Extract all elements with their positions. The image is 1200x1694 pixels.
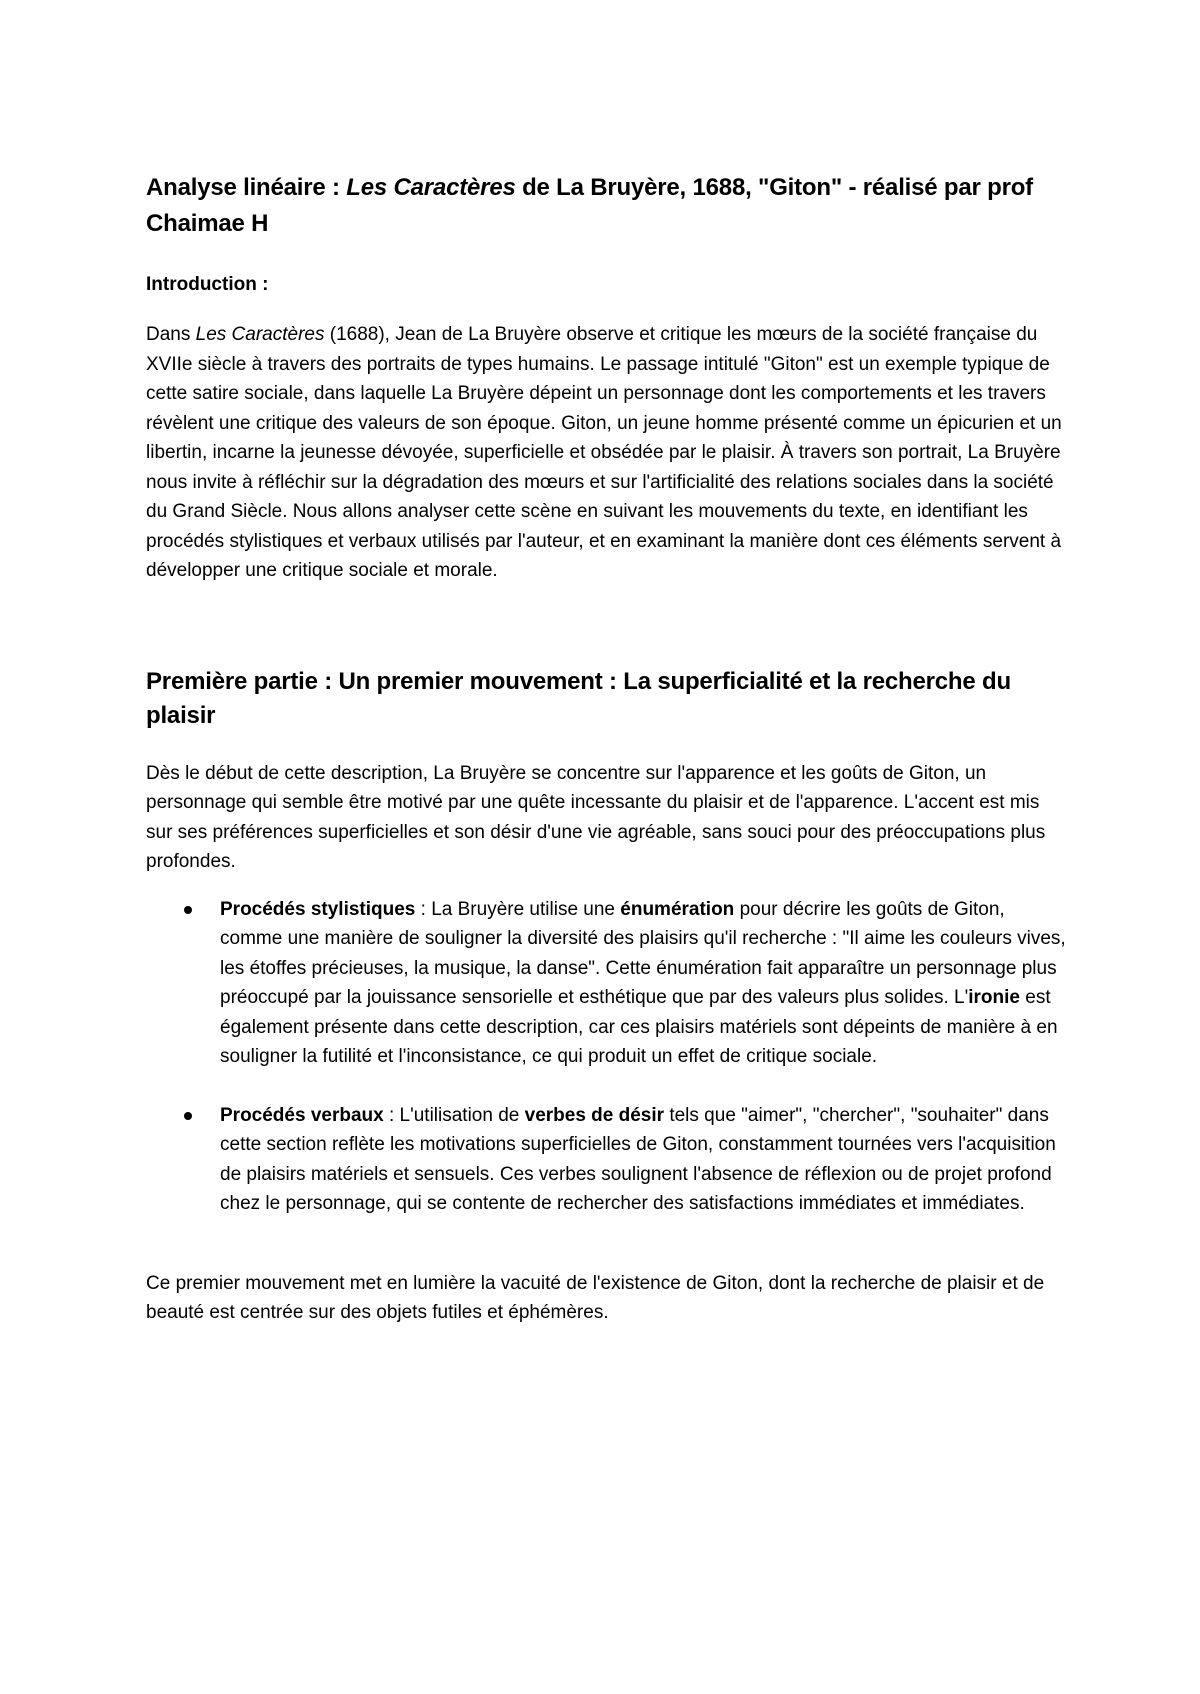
bullet-text: pour décrire les goûts de Giton, comme une manière de souligner la diversité des plaisirs qu'il recherche : "Il aime les couleurs vives, les étoffes précieuses, la musique, la danse". Cette énumération fait apparaître un personnage plus préoccupé par la jouissance sensorielle et esthétique que par des valeurs plus solides. L' (220, 898, 1066, 1008)
title-text-1: Analyse linéaire : (146, 174, 347, 201)
bullet-dot-icon (184, 906, 192, 914)
introduction-heading: Introduction : (146, 274, 269, 295)
bullet-label: Procédés stylistiques (220, 898, 416, 920)
bullet-text: : La Bruyère utilise une (415, 898, 621, 920)
bullet-text: est également présente dans cette description, car ces plaisirs matériels sont dépeints de manière à en souligner la futilité et l'inconsistance, ce qui produit un effet de critique sociale. (220, 987, 1058, 1067)
title-italic-work: Les Caractères (346, 174, 516, 201)
bullet-list (146, 895, 1066, 1219)
bullet-bold-term: ironie (968, 987, 1020, 1008)
bullet-text: : L'utilisation de (383, 1104, 525, 1126)
title-text-2: de La Bruyère, 1688, "Giton" - réalisé par prof Chaimae H (146, 174, 1033, 237)
list-item-stylistic (146, 895, 1066, 1072)
intro-text: (1688), Jean de La Bruyère observe et critique les mœurs de la société française du XVIIe siècle à travers des portraits de types humains. Le passage intitulé "Giton" est un exemple typique de cette satire sociale, dans laquelle La Bruyère dépeint un personnage dont les comportements et les travers révèlent une critique des valeurs de son époque. Giton, un jeune homme présenté comme un épicurien et un libertin, incarne la jeunesse dévoyée, superficielle et obsédée par le plaisir. À travers son portrait, La Bruyère nous invite à réfléchir sur la dégradation des mœurs et sur l'artificialité des relations sociales dans la société du Grand Siècle. Nous allons analyser cette scène en suivant les mouvements du texte, en identifiant les procédés stylistiques et verbaux utilisés par l'auteur, et en examinant la manière dont ces éléments servent à développer une critique sociale et morale. (146, 324, 1062, 581)
bullet-text: tels que "aimer", "chercher", "souhaiter" dans cette section reflète les motivations superficielles de Giton, constamment tournées vers l'acquisition de plaisirs matériels et sensuels. Ces verbes soulignent l'absence de réflexion ou de projet profond chez le personnage, qui se contente de rechercher des satisfactions immédiates et immédiates. (220, 1104, 1056, 1214)
intro-lead: Dans (146, 324, 196, 345)
list-item-verbal (146, 1101, 1066, 1219)
bullet-dot-icon (184, 1112, 192, 1120)
document-title (146, 170, 1066, 242)
part1-heading: Première partie : Un premier mouvement : La superficialité et la recherche du plaisir (146, 667, 1011, 729)
part1-paragraph: Dès le début de cette description, La Bruyère se concentre sur l'apparence et les goûts de Giton, un personnage qui semble être motivé par une quête incessante du plaisir et de l'apparence. L'accent est mis sur ses préférences superficielles et son désir d'une vie agréable, sans souci pour des préoccupations plus profondes. (146, 762, 1046, 872)
bullet-label: Procédés verbaux (220, 1104, 384, 1126)
bullet-bold-term: énumération (620, 898, 735, 920)
document-page (146, 170, 1066, 1328)
bullet-bold-term: verbes de désir (524, 1104, 665, 1126)
intro-italic-work: Les Caractères (195, 324, 325, 345)
introduction-paragraph (146, 320, 1066, 586)
part1-conclusion: Ce premier mouvement met en lumière la vacuité de l'existence de Giton, dont la recherche de plaisir et de beauté est centrée sur des objets futiles et éphémères. (146, 1272, 1045, 1323)
